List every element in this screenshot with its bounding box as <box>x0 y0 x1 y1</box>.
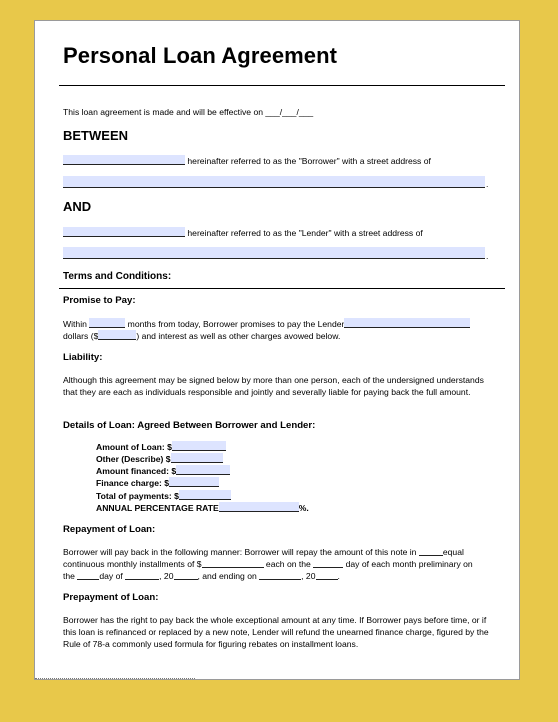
amount-financed-row <box>96 465 230 477</box>
repayment-heading: Repayment of Loan: <box>63 524 156 535</box>
title-rule <box>59 85 505 86</box>
end-date-field[interactable] <box>259 570 301 580</box>
liability-heading: Liability: <box>63 352 103 363</box>
borrower-address-field[interactable] <box>63 176 485 188</box>
prepayment-text: Borrower has the right to pay back the whole exceptional amount at any time. If Borrower pays before time, or if this loan is refinanced or replaced by a new note, Lender will refund the unearned finance charge, figured by the Rule of 78-a commonly used formula for figuring rebates on installment loans. <box>63 615 489 649</box>
and-heading: AND <box>63 199 92 214</box>
page-cut-line <box>35 678 195 680</box>
lender-period: . <box>486 251 489 261</box>
day-of-month-text: day of each month preliminary on <box>345 559 473 569</box>
promise-heading: Promise to Pay: <box>63 295 136 306</box>
percent-sign: %. <box>298 503 309 513</box>
document-title: Personal Loan Agreement <box>63 43 338 68</box>
other-label: Other (Describe) $ <box>96 454 171 464</box>
lender-text: hereinafter referred to as the "Lender" with a street address of <box>187 228 423 238</box>
the-text: the <box>63 571 75 581</box>
finance-charge-field[interactable] <box>169 477 219 487</box>
dollars-label: dollars ($ <box>63 331 99 341</box>
borrower-period: . <box>486 179 489 189</box>
other-field[interactable] <box>171 453 223 463</box>
repayment-text-1: Borrower will pay back in the following manner: Borrower will repay the amount of this note in <box>63 547 417 557</box>
start-year-prefix: , 20 <box>159 571 174 581</box>
day-of-month-field[interactable] <box>313 558 343 568</box>
equal-text: equal <box>442 547 464 557</box>
installment-amount-field[interactable] <box>202 558 264 568</box>
repayment-line-2 <box>63 558 473 570</box>
amount-of-loan-row <box>96 441 226 453</box>
terms-heading: Terms and Conditions: <box>63 271 172 282</box>
repayment-period: . <box>337 571 340 581</box>
start-day-field[interactable] <box>77 570 99 580</box>
intro-line <box>63 106 313 118</box>
terms-rule <box>59 288 505 289</box>
end-year-prefix: , 20 <box>301 571 316 581</box>
months-field[interactable] <box>89 318 125 328</box>
dollars-field[interactable] <box>98 330 136 340</box>
apr-label: ANNUAL PERCENTAGE RATE <box>96 503 219 513</box>
end-year-field[interactable] <box>316 570 338 580</box>
finance-charge-label: Finance charge: $ <box>96 478 170 488</box>
apr-row <box>96 502 309 514</box>
finance-charge-row <box>96 477 219 489</box>
liability-text: Although this agreement may be signed below by more than one person, each of the undersigned understands that they are each as individuals responsible and jointly and severally liable for paying back the full amount. <box>63 375 484 397</box>
promise-line-1 <box>63 318 470 330</box>
lender-address-field[interactable] <box>63 247 485 259</box>
promise-line-2 <box>63 330 340 342</box>
amount-financed-label: Amount financed: $ <box>96 466 177 476</box>
within-label: Within <box>63 319 87 329</box>
document-page <box>34 20 520 680</box>
repayment-line-3 <box>63 570 340 582</box>
intro-text: This loan agreement is made and will be effective on <box>63 107 263 117</box>
total-payments-row <box>96 490 231 502</box>
borrower-line <box>63 155 431 167</box>
each-on-the-text: each on the <box>265 559 311 569</box>
months-text: months from today, Borrower promises to pay the Lender <box>127 319 345 329</box>
ending-on-text: , and ending on <box>197 571 257 581</box>
lender-name-field[interactable] <box>63 227 185 237</box>
borrower-name-field[interactable] <box>63 155 185 165</box>
other-row <box>96 453 223 465</box>
total-payments-label: Total of payments: $ <box>96 491 179 501</box>
amount-of-loan-label: Amount of Loan: $ <box>96 442 172 452</box>
borrower-text: hereinafter referred to as the "Borrower" with a street address of <box>187 156 431 166</box>
installments-label: continuous monthly installments of $ <box>63 559 202 569</box>
amount-of-loan-field[interactable] <box>172 441 226 451</box>
effective-date-field[interactable]: ___/___/___ <box>265 107 314 117</box>
day-of-text: day of <box>99 571 123 581</box>
start-year-field[interactable] <box>174 570 198 580</box>
total-payments-field[interactable] <box>179 490 231 500</box>
apr-field[interactable] <box>219 502 299 512</box>
amount-financed-field[interactable] <box>176 465 230 475</box>
interest-text: ) and interest as well as other charges avowed below. <box>136 331 341 341</box>
prepayment-heading: Prepayment of Loan: <box>63 592 159 603</box>
details-heading: Details of Loan: Agreed Between Borrower and Lender: <box>63 420 316 431</box>
lender-amount-field[interactable] <box>344 318 470 328</box>
start-month-field[interactable] <box>125 570 159 580</box>
lender-line <box>63 227 423 239</box>
installments-count-field[interactable] <box>419 546 443 556</box>
between-heading: BETWEEN <box>63 128 128 143</box>
repayment-line-1 <box>63 546 464 558</box>
